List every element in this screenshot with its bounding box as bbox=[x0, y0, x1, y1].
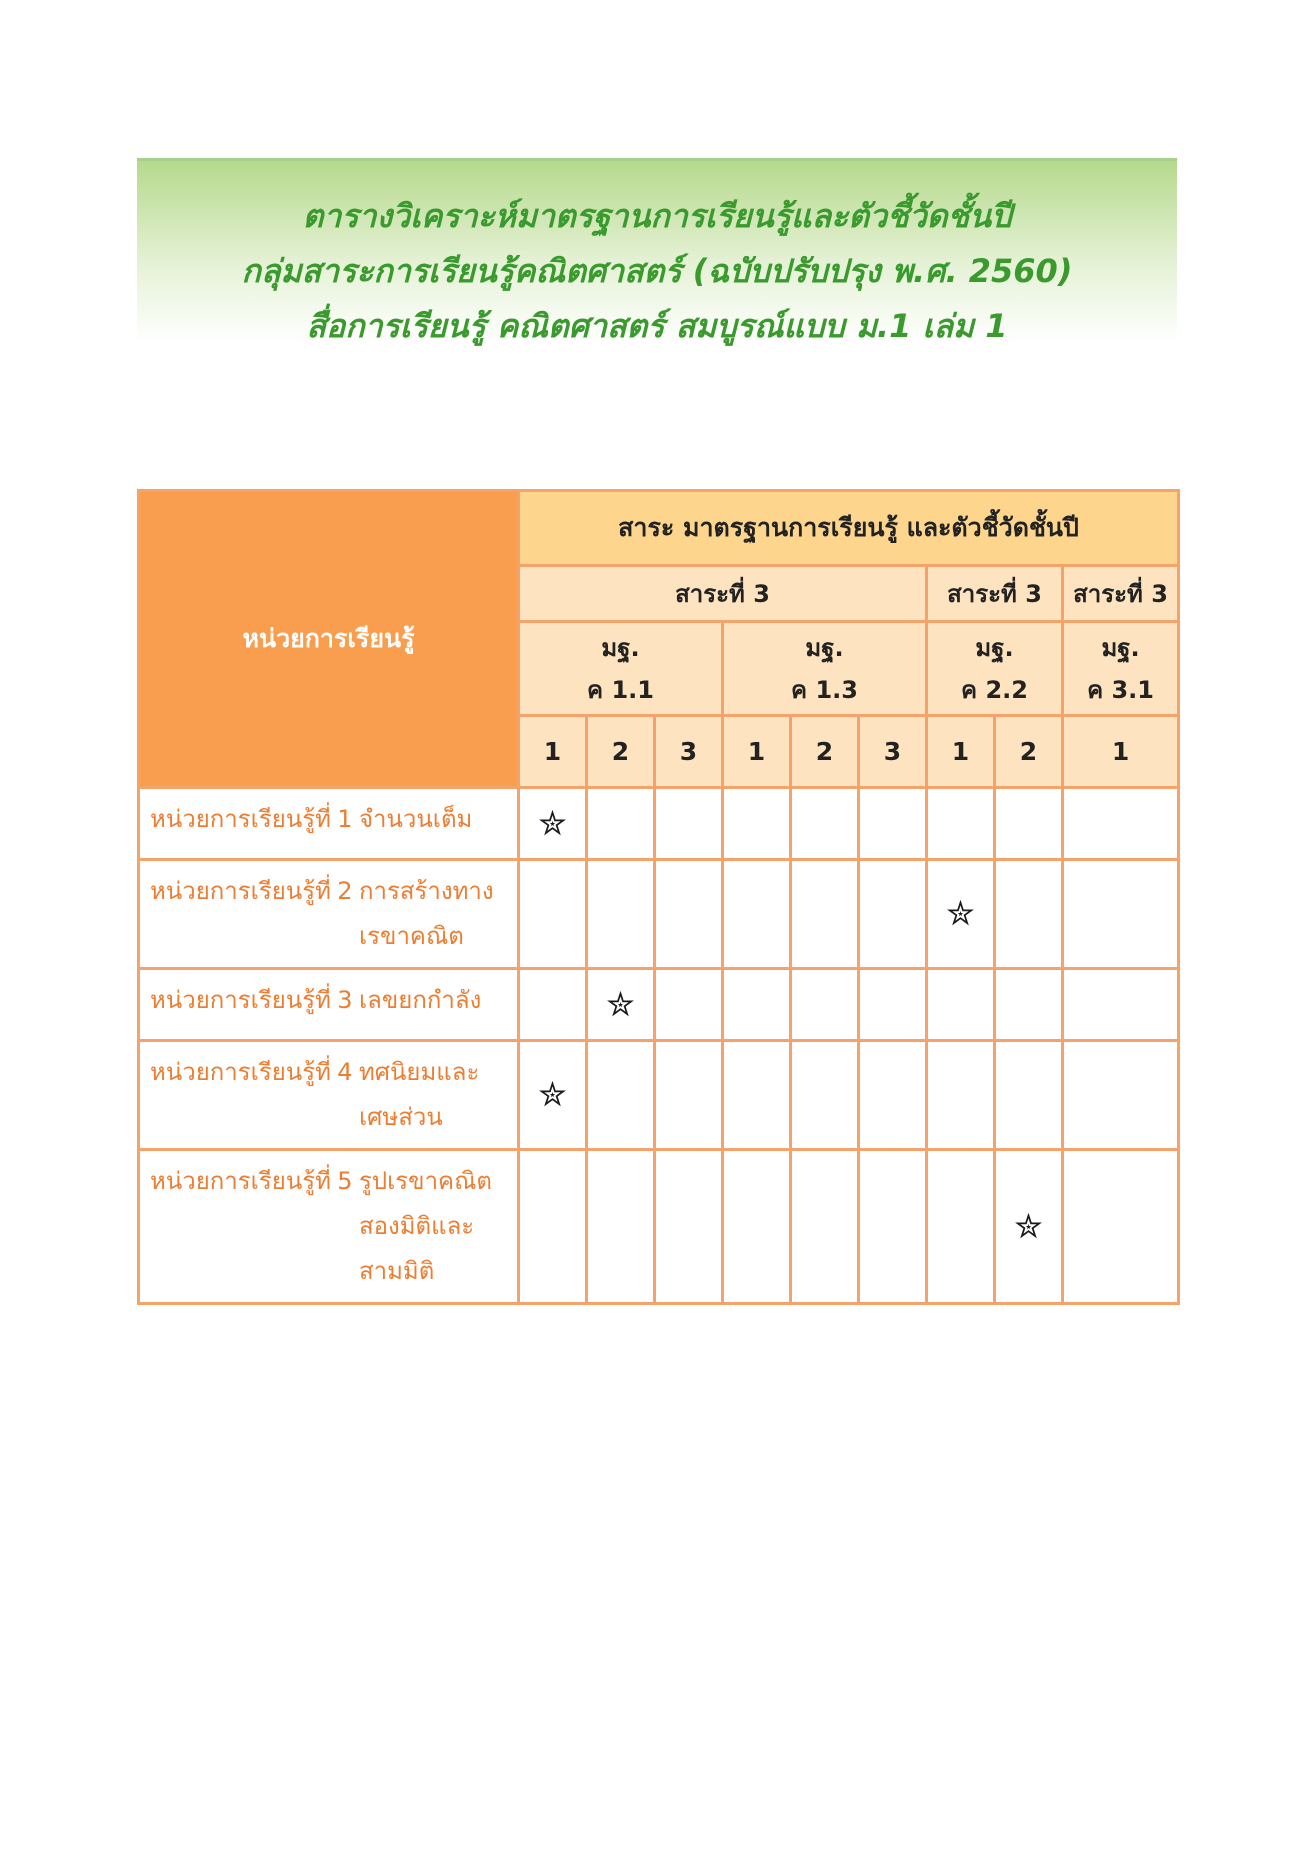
standard-label: มฐ. bbox=[805, 633, 844, 662]
indicator-cell bbox=[995, 860, 1063, 969]
unit-name-cell bbox=[139, 860, 519, 969]
star-icon: ✮ bbox=[538, 1075, 567, 1115]
unit-title-line: เลขยกกำลัง bbox=[358, 986, 482, 1014]
indicator-cell bbox=[995, 969, 1063, 1041]
unit-prefix: หน่วยการเรียนรู้ที่ bbox=[150, 877, 331, 905]
unit-label bbox=[150, 797, 517, 842]
strand-header: สาระที่ 3 bbox=[519, 566, 927, 622]
indicator-cell bbox=[587, 788, 655, 860]
indicator-cell bbox=[859, 1150, 927, 1304]
unit-prefix: หน่วยการเรียนรู้ที่ bbox=[150, 986, 331, 1014]
indicator-cell bbox=[723, 788, 791, 860]
indicator-cell bbox=[519, 860, 587, 969]
standard-header bbox=[519, 622, 723, 716]
unit-column-header: หน่วยการเรียนรู้ bbox=[139, 491, 519, 788]
indicator-cell bbox=[723, 860, 791, 969]
indicator-cell bbox=[859, 860, 927, 969]
indicator-header: 1 bbox=[519, 716, 587, 788]
unit-title-line: เรขาคณิต bbox=[358, 922, 464, 950]
strand-standard-indicator-header: สาระ มาตรฐานการเรียนรู้ และตัวชี้วัดชั้นปี bbox=[519, 491, 1179, 566]
unit-prefix: หน่วยการเรียนรู้ที่ bbox=[150, 1058, 331, 1086]
table-row bbox=[139, 1150, 1179, 1304]
unit-title bbox=[359, 869, 517, 959]
table-row bbox=[139, 788, 1179, 860]
unit-label bbox=[150, 1159, 517, 1294]
indicator-cell bbox=[519, 1150, 587, 1304]
unit-number: 5 bbox=[337, 1167, 353, 1195]
indicator-cell bbox=[655, 1041, 723, 1150]
indicator-cell bbox=[1063, 969, 1179, 1041]
unit-name-cell bbox=[139, 788, 519, 860]
indicator-header: 1 bbox=[723, 716, 791, 788]
star-icon: ✮ bbox=[606, 984, 635, 1025]
table-row bbox=[139, 1041, 1179, 1150]
indicator-cell bbox=[791, 1150, 859, 1304]
indicator-header: 1 bbox=[927, 716, 995, 788]
indicator-header: 2 bbox=[791, 716, 859, 788]
unit-title bbox=[359, 1159, 517, 1294]
indicator-cell bbox=[791, 788, 859, 860]
indicator-cell bbox=[859, 1041, 927, 1150]
indicator-cell bbox=[927, 1150, 995, 1304]
indicator-header: 3 bbox=[859, 716, 927, 788]
indicator-cell bbox=[995, 1150, 1063, 1304]
table-body bbox=[139, 788, 1179, 1304]
star-icon: ✮ bbox=[538, 803, 567, 844]
star-icon: ✮ bbox=[1014, 1206, 1043, 1247]
indicator-cell bbox=[519, 1041, 587, 1150]
indicator-header: 3 bbox=[655, 716, 723, 788]
standard-code: ค 3.1 bbox=[1087, 675, 1154, 704]
unit-label bbox=[150, 978, 517, 1023]
standard-header bbox=[723, 622, 927, 716]
standard-label: มฐ. bbox=[601, 633, 640, 662]
unit-name-cell bbox=[139, 969, 519, 1041]
indicator-cell bbox=[655, 969, 723, 1041]
title-line-2: กลุ่มสาระการเรียนรู้คณิตศาสตร์ (ฉบับปรับปรุง พ.ศ. 2560) bbox=[241, 252, 1073, 290]
unit-title-line: จำนวนเต็ม bbox=[358, 805, 473, 833]
indicator-cell bbox=[791, 1041, 859, 1150]
indicator-cell bbox=[1063, 788, 1179, 860]
strand-header: สาระที่ 3 bbox=[927, 566, 1063, 622]
unit-number: 1 bbox=[337, 805, 353, 833]
indicator-cell bbox=[655, 788, 723, 860]
standard-label: มฐ. bbox=[975, 633, 1014, 662]
standard-label: มฐ. bbox=[1101, 633, 1140, 662]
indicator-cell bbox=[723, 969, 791, 1041]
unit-prefix: หน่วยการเรียนรู้ที่ bbox=[150, 805, 331, 833]
indicator-cell bbox=[927, 969, 995, 1041]
unit-label bbox=[150, 1050, 517, 1140]
indicator-cell bbox=[859, 969, 927, 1041]
indicator-header: 1 bbox=[1063, 716, 1179, 788]
unit-title-line: ทศนิยมและ bbox=[358, 1058, 480, 1086]
title-line-3: สื่อการเรียนรู้ คณิตศาสตร์ สมบูรณ์แบบ ม.1 เล่ม 1 bbox=[306, 307, 1008, 345]
unit-title bbox=[359, 797, 517, 842]
unit-name-cell bbox=[139, 1041, 519, 1150]
indicator-cell bbox=[859, 788, 927, 860]
unit-number: 2 bbox=[337, 877, 353, 905]
star-icon: ✮ bbox=[946, 894, 975, 934]
indicator-cell bbox=[519, 969, 587, 1041]
standard-code: ค 1.1 bbox=[587, 675, 654, 704]
unit-title-line: เศษส่วน bbox=[358, 1103, 443, 1131]
indicator-cell bbox=[587, 860, 655, 969]
unit-title bbox=[359, 978, 517, 1023]
unit-label bbox=[150, 869, 517, 959]
indicator-cell bbox=[587, 1150, 655, 1304]
indicator-cell bbox=[927, 860, 995, 969]
indicator-header: 2 bbox=[995, 716, 1063, 788]
indicator-cell bbox=[723, 1150, 791, 1304]
unit-number: 3 bbox=[337, 986, 353, 1014]
strand-header: สาระที่ 3 bbox=[1063, 566, 1179, 622]
unit-number: 4 bbox=[337, 1058, 353, 1086]
indicator-cell bbox=[587, 1041, 655, 1150]
unit-prefix: หน่วยการเรียนรู้ที่ bbox=[150, 1167, 331, 1195]
indicator-cell bbox=[927, 788, 995, 860]
indicator-cell bbox=[655, 860, 723, 969]
standard-header bbox=[927, 622, 1063, 716]
title-banner bbox=[137, 158, 1177, 343]
indicator-cell bbox=[995, 1041, 1063, 1150]
table-row bbox=[139, 969, 1179, 1041]
unit-title bbox=[359, 1050, 517, 1140]
unit-title-line: รูปเรขาคณิต bbox=[358, 1167, 492, 1195]
standard-header bbox=[1063, 622, 1179, 716]
indicator-header: 2 bbox=[587, 716, 655, 788]
indicator-cell bbox=[927, 1041, 995, 1150]
title-line-1: ตารางวิเคราะห์มาตรฐานการเรียนรู้และตัวชี้วัดชั้นปี bbox=[302, 197, 1012, 235]
unit-name-cell bbox=[139, 1150, 519, 1304]
indicator-cell bbox=[1063, 1041, 1179, 1150]
indicator-cell bbox=[655, 1150, 723, 1304]
unit-title-line: สองมิติและ bbox=[358, 1212, 475, 1240]
indicator-cell bbox=[519, 788, 587, 860]
indicator-cell bbox=[1063, 1150, 1179, 1304]
indicator-cell bbox=[1063, 860, 1179, 969]
unit-title-line: การสร้างทาง bbox=[358, 877, 494, 905]
indicator-cell bbox=[587, 969, 655, 1041]
indicator-cell bbox=[723, 1041, 791, 1150]
standard-code: ค 1.3 bbox=[791, 675, 858, 704]
table-row bbox=[139, 860, 1179, 969]
standard-code: ค 2.2 bbox=[961, 675, 1028, 704]
indicator-cell bbox=[791, 969, 859, 1041]
indicator-cell bbox=[791, 860, 859, 969]
analysis-table bbox=[137, 489, 1180, 1305]
unit-title-line: สามมิติ bbox=[358, 1257, 435, 1285]
indicator-cell bbox=[995, 788, 1063, 860]
